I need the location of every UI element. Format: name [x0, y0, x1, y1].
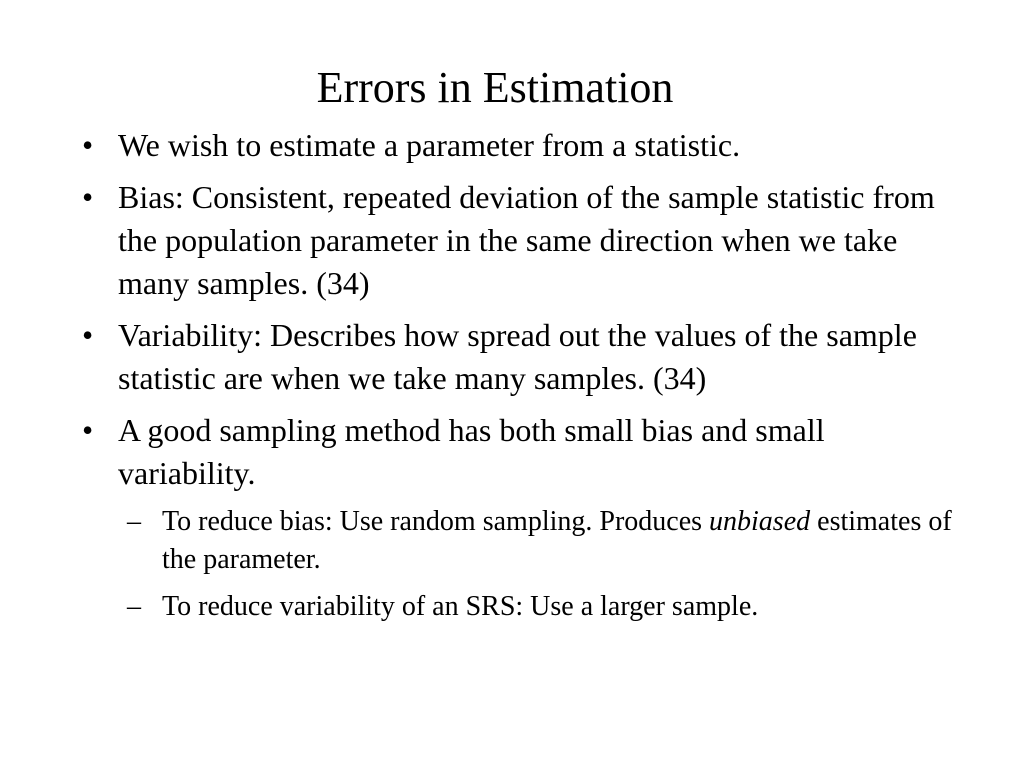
- sub-bullet-text-after: estimates of the parameter.: [162, 506, 952, 575]
- sub-bullet-text-before: To reduce bias: Use random sampling. Produces: [162, 506, 710, 537]
- bullet-list: [74, 124, 954, 635]
- sub-bullet-item: [118, 503, 954, 579]
- sub-bullet-text: To reduce variability of an SRS: Use a larger sample.: [162, 591, 759, 622]
- italic-term: unbiased: [709, 506, 811, 537]
- sub-bullet-list: [118, 503, 954, 626]
- bullet-marker: •: [82, 127, 94, 163]
- sub-bullet-item: [118, 588, 954, 626]
- bullet-text: A good sampling method has both small bias and small variability.: [118, 412, 825, 491]
- bullet-marker: •: [82, 412, 94, 448]
- bullet-item: [74, 314, 954, 400]
- bullet-item: [74, 124, 954, 167]
- bullet-text: Variability: Describes how spread out the values of the sample statistic are when we take many samples. (34): [118, 317, 917, 396]
- bullet-item: [74, 409, 954, 626]
- bullet-marker: •: [82, 179, 94, 215]
- bullet-text: Bias: Consistent, repeated deviation of the sample statistic from the population parameter in the same direction when we take many samples. (34): [118, 179, 935, 301]
- slide-title: Errors in Estimation: [316, 63, 674, 112]
- bullet-text: We wish to estimate a parameter from a statistic.: [118, 127, 741, 163]
- sub-bullet-text: [162, 506, 952, 575]
- bullet-item: [74, 176, 954, 305]
- bullet-marker: •: [82, 317, 94, 353]
- dash-marker: –: [127, 506, 141, 537]
- dash-marker: –: [127, 591, 141, 622]
